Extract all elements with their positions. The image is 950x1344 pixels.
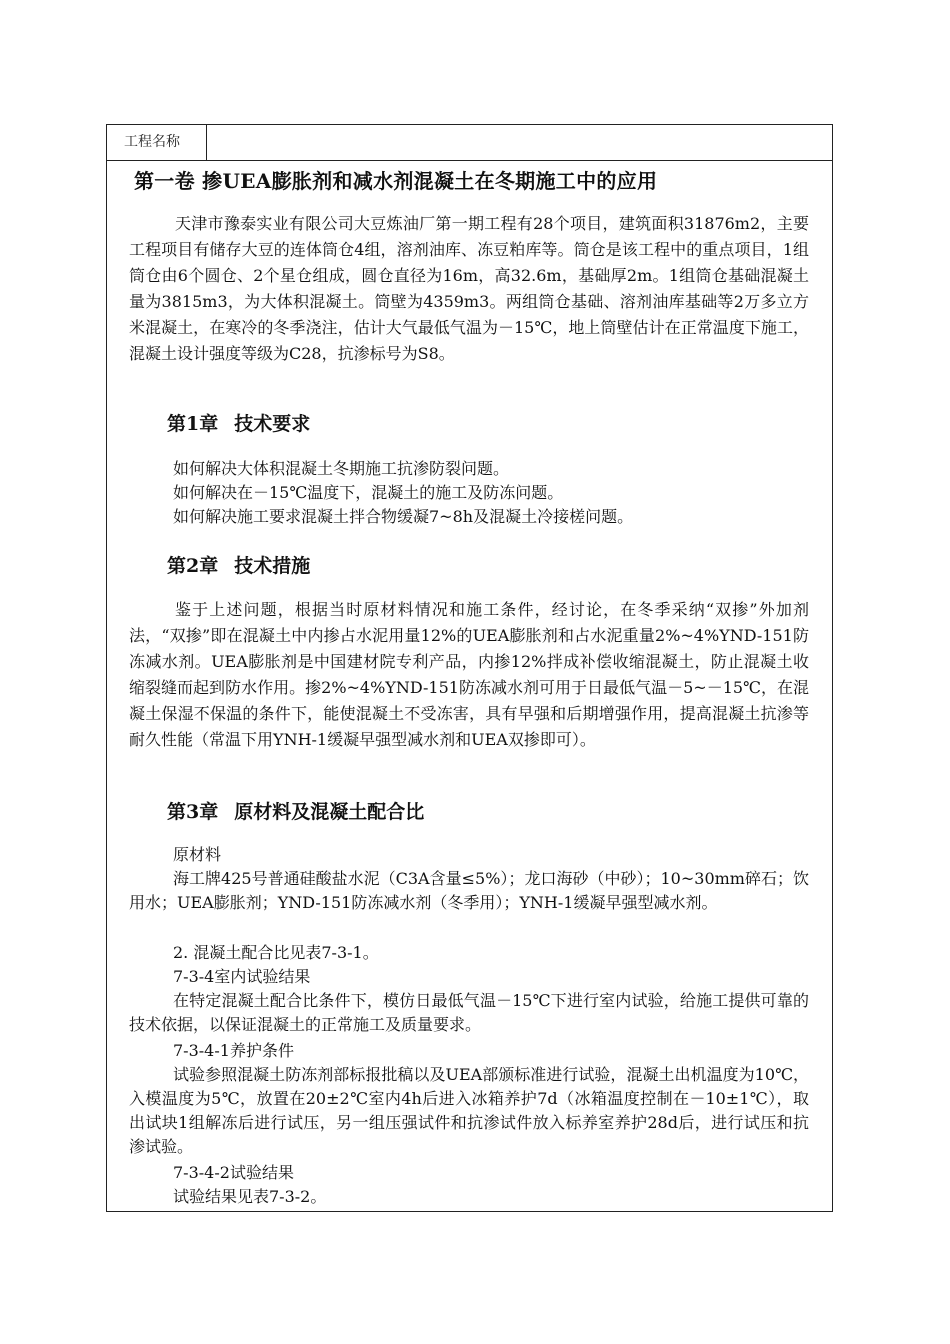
chapter-1-heading <box>167 409 310 436</box>
intro-paragraph: 天津市豫泰实业有限公司大豆炼油厂第一期工程有28个项目，建筑面积31876m2，主要工程项目有储存大豆的连体筒仓4组，溶剂油库、冻豆粕库等。筒仓是该工程中的重点项目，1组筒仓由6个圆仓、2个星仓组成，圆仓直径为16m，高32.6m，基础厚2m。1组筒仓基础混凝土量为3815m3，为大体积混凝土。筒壁为4359m3。两组筒仓基础、溶剂油库基础等2万多立方米混凝土，在寒冷的冬季浇注，估计大气最低气温为－15℃，地上筒壁估计在正常温度下施工，混凝土设计强度等级为C28，抗渗标号为S8。 <box>129 214 809 363</box>
project-name-value <box>208 125 832 160</box>
chapter-3-number: 第3章 <box>167 801 219 823</box>
test-result-text: 试验结果见表7-3-2。 <box>173 1187 327 1206</box>
chapter-2-title: 技术措施 <box>234 555 311 577</box>
project-name-label: 工程名称 <box>107 125 207 160</box>
chapter-1-title: 技术要求 <box>234 413 311 435</box>
requirement-item: 如何解决施工要求混凝土拌合物缓凝7~8h及混凝土冷接槎问题。 <box>173 507 634 526</box>
mix-ratio-line: 2. 混凝土配合比见表7-3-1。 <box>173 943 379 962</box>
raw-materials-heading: 原材料 <box>173 845 222 864</box>
header-row <box>107 125 832 161</box>
lab-results-heading: 7-3-4室内试验结果 <box>173 967 311 986</box>
curing-heading: 7-3-4-1养护条件 <box>173 1041 294 1060</box>
volume-title: 第一卷 掺UEA膨胀剂和减水剂混凝土在冬期施工中的应用 <box>134 169 658 193</box>
document-body <box>107 161 832 1211</box>
chapter-3-heading <box>167 797 424 824</box>
chapter-2-number: 第2章 <box>167 555 219 577</box>
requirement-item: 如何解决在－15℃温度下，混凝土的施工及防冻问题。 <box>173 483 564 502</box>
document-frame <box>106 124 833 1212</box>
measures-paragraph: 鉴于上述问题，根据当时原材料情况和施工条件，经讨论，在冬季采纳“双掺”外加剂法，“双掺”即在混凝土中内掺占水泥用量12%的UEA膨胀剂和占水泥重量2%~4%YND-151防冻减水剂。UEA膨胀剂是中国建材院专利产品，内掺12%拌成补偿收缩混凝土，防止混凝土收缩裂缝而起到防水作用。掺2%~4%YND-151防冻减水剂可用于日最低气温－5~－15℃，在混凝土保湿不保温的条件下，能使混凝土不受冻害，具有早强和后期增强作用，提高混凝土抗渗等耐久性能（常温下用YNH-1缓凝早强型减水剂和UEA双掺即可）。 <box>129 600 809 749</box>
test-result-heading: 7-3-4-2试验结果 <box>173 1163 294 1182</box>
chapter-3-title: 原材料及混凝土配合比 <box>234 801 425 823</box>
lab-results-text: 在特定混凝土配合比条件下，模仿日最低气温－15℃下进行室内试验，给施工提供可靠的技术依据，以保证混凝土的正常施工及质量要求。 <box>129 991 809 1034</box>
chapter-1-number: 第1章 <box>167 413 219 435</box>
raw-materials-text: 海工牌425号普通硅酸盐水泥（C3A含量≤5%）；龙口海砂（中砂）；10~30mm碎石；饮用水；UEA膨胀剂；YND-151防冻减水剂（冬季用）；YNH-1缓凝早强型减水剂。 <box>129 869 809 912</box>
curing-text: 试验参照混凝土防冻剂部标报批稿以及UEA部颁标准进行试验，混凝土出机温度为10℃，入模温度为5℃，放置在20±2℃室内4h后进入冰箱养护7d（冰箱温度控制在－10±1℃），取出试块1组解冻后进行试压，另一组压强试件和抗渗试件放入标养室养护28d后，进行试压和抗渗试验。 <box>129 1065 809 1156</box>
chapter-2-heading <box>167 551 310 578</box>
requirement-item: 如何解决大体积混凝土冬期施工抗渗防裂问题。 <box>173 459 510 478</box>
